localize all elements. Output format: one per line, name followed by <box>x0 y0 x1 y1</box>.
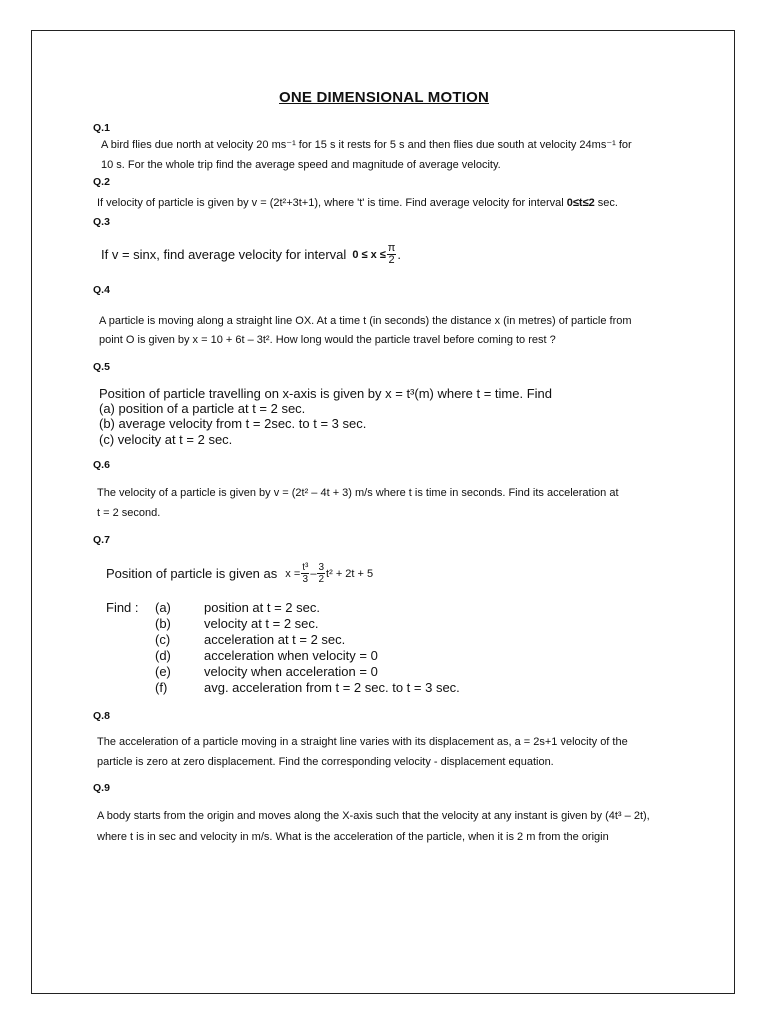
question-1-label: Q.1 <box>93 122 110 134</box>
question-8-line-1: The acceleration of a particle moving in a straight line varies with its displacement as, a = 2s+1 velocity of the <box>97 736 628 748</box>
item-c-text: acceleration at t = 2 sec. <box>204 632 346 647</box>
question-6-line-2: t = 2 second. <box>97 507 161 519</box>
question-9-label: Q.9 <box>93 782 110 794</box>
item-d-label: (d) <box>155 648 171 663</box>
question-8-label: Q.8 <box>93 710 110 722</box>
question-8-line-2: particle is zero at zero displacement. Find the corresponding velocity - displacement equation. <box>97 756 554 768</box>
question-2-text-pre: If velocity of particle is given by v = (2t²+3t+1), where 't' is time. Find average velocity for interval <box>97 197 567 209</box>
question-9-line-2: where t is in sec and velocity in m/s. What is the acceleration of the particle, when it is 2 m from the origin <box>97 831 609 843</box>
item-e-label: (e) <box>155 664 171 679</box>
item-c-label: (c) <box>155 632 171 647</box>
question-5-line-4: (c) velocity at t = 2 sec. <box>99 432 233 447</box>
question-5-line-1: Position of particle travelling on x-axis is given by x = t³(m) where t = time. Find <box>99 386 553 401</box>
question-3-text-post: . <box>397 246 402 262</box>
item-b-text: velocity at t = 2 sec. <box>204 616 319 631</box>
fraction-denominator: 2 <box>388 254 395 266</box>
fraction-numerator: π <box>387 242 396 254</box>
x-equals: x = <box>285 567 301 580</box>
fraction-numerator: t³ <box>302 562 309 573</box>
question-9-line-1: A body starts from the origin and moves along the X-axis such that the velocity at any instant is given by (4t³ – 2t), <box>97 810 650 822</box>
question-2-text <box>97 193 618 213</box>
question-6-label: Q.6 <box>93 459 110 471</box>
page-title: ONE DIMENSIONAL MOTION <box>279 89 489 106</box>
question-5-line-3: (b) average velocity from t = 2sec. to t = 3 sec. <box>99 416 367 431</box>
item-f-label: (f) <box>155 680 168 695</box>
question-1-line-1: A bird flies due north at velocity 20 ms⁻¹ for 15 s it rests for 5 s and then flies due south at velocity 24ms⁻¹ for <box>101 139 632 151</box>
question-7-label: Q.7 <box>93 534 110 546</box>
question-3-text <box>101 243 401 266</box>
question-2-text-post: sec. <box>594 197 618 209</box>
item-a-text: position at t = 2 sec. <box>204 600 320 615</box>
question-7-equation <box>106 562 373 585</box>
equation-tail: t² + 2t + 5 <box>326 567 374 580</box>
fraction-denominator: 2 <box>318 574 325 585</box>
question-4-line-1: A particle is moving along a straight line OX. At a time t (in seconds) the distance x (in metres) of particle from <box>99 315 632 327</box>
item-a-label: (a) <box>155 600 171 615</box>
question-4-line-2: point O is given by x = 10 + 6t – 3t². How long would the particle travel before coming to rest ? <box>99 334 556 346</box>
question-3-label: Q.3 <box>93 216 110 228</box>
minus-sign: – <box>310 567 317 580</box>
question-7-intro: Position of particle is given as <box>106 565 278 581</box>
question-6-line-1: The velocity of a particle is given by v = (2t² – 4t + 3) m/s where t is time in seconds. Find its acceleration at <box>97 487 619 499</box>
item-b-label: (b) <box>155 616 171 631</box>
three-halves-fraction <box>317 562 325 585</box>
question-3-text-pre: If v = sinx, find average velocity for interval <box>101 246 347 262</box>
fraction-numerator: 3 <box>318 562 325 573</box>
pi-over-two-fraction <box>387 243 397 266</box>
question-5-line-2: (a) position of a particle at t = 2 sec. <box>99 401 306 416</box>
fraction-denominator: 3 <box>302 574 309 585</box>
question-2-interval: 0≤t≤2 <box>566 197 595 209</box>
item-d-text: acceleration when velocity = 0 <box>204 648 378 663</box>
find-label: Find : <box>106 600 139 615</box>
question-3-inequality: 0 ≤ x ≤ <box>352 248 386 261</box>
question-2-label: Q.2 <box>93 176 110 188</box>
question-1-line-2: 10 s. For the whole trip find the average speed and magnitude of average velocity. <box>101 159 501 171</box>
question-5-label: Q.5 <box>93 361 110 373</box>
item-f-text: avg. acceleration from t = 2 sec. to t = 3 sec. <box>204 680 460 695</box>
item-e-text: velocity when acceleration = 0 <box>204 664 378 679</box>
t-cubed-over-three-fraction <box>301 562 309 585</box>
question-4-label: Q.4 <box>93 284 110 296</box>
